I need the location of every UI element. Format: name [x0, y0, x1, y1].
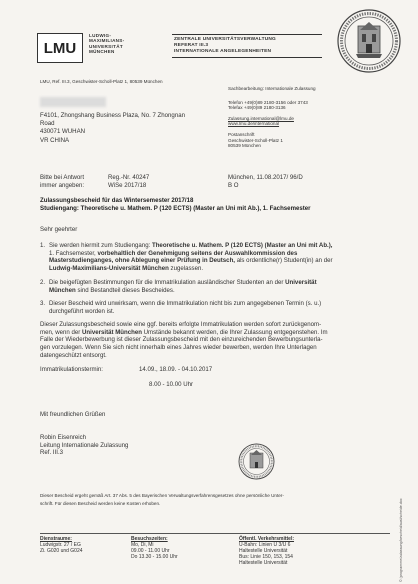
list-number: 1. — [40, 242, 46, 249]
footer-line: U-Bahn: Linien U 3/U 6 — [239, 542, 291, 549]
contact-fax: Telefax +49(0)89 2180-3136 — [228, 105, 286, 111]
item-text: durchgeführt worden ist. — [49, 307, 115, 315]
item-text: 1. Fachsemester, — [49, 249, 98, 257]
footer-line: Mo, Di, Mi — [131, 542, 154, 549]
item-text-bold: Masterstudienganges, ohne Ablegung einer Prüfung in Deutsch, — [49, 257, 235, 265]
redacted-name — [40, 97, 106, 107]
sender-line: LMU, Ref. III.3, Geschwister-Scholl-Platz 1, 80539 München — [40, 79, 163, 84]
paragraph-text-bold: Universität München — [82, 328, 142, 336]
item-text-bold: Ludwig-Maximilians-Universität München — [49, 265, 169, 273]
recipient-address — [40, 112, 185, 145]
reference-label: immer angeben: — [40, 181, 85, 189]
footer-heading: Dienstraume: — [40, 536, 72, 542]
signatory-name: Robin Eisenreich — [40, 434, 87, 441]
address-line: F4101, Zhongshang Business Plaza, No. 7 Zhongnan — [40, 112, 185, 119]
department-line: ZENTRALE UNIVERSITÄTSVERWALTUNG — [174, 37, 276, 42]
paragraph-text: Umstände bekannt werden, die Ihrer Zulassung entgegenstehen. Im — [141, 328, 328, 336]
department-line: INTERNATIONALE ANGELEGENHEITEN — [174, 49, 272, 55]
item-text-bold: München — [49, 286, 76, 294]
footer-divider — [40, 533, 390, 534]
enrollment-time: 8.00 - 10.00 Uhr — [149, 381, 194, 388]
list-item-text — [49, 242, 389, 273]
paragraph-text: men, wenn der — [40, 328, 83, 336]
item-text: Dieser Bescheid wird unwirksam, wenn die Immatrikulation nicht bis zum angegebenen Termin (s. u.) — [49, 300, 322, 307]
legal-paragraph — [40, 321, 390, 360]
postal-line: 80539 München — [228, 143, 261, 149]
item-text: Sie werden hiermit zum Studiengang: — [49, 242, 152, 249]
contact-web-link[interactable]: www.lmu.de/international — [228, 121, 280, 127]
address-line: 430071 WUHAN — [40, 128, 86, 136]
department-header — [174, 37, 276, 56]
item-text-bold: vorbehaltlich der Genehmigung seitens der Auswahlkommission des — [97, 249, 298, 257]
side-file-path: © (programme/zulassung/bescheid/ausl/scheide.doc — [399, 498, 403, 582]
list-item-text — [49, 300, 394, 315]
footer-office — [40, 536, 83, 554]
footer-line: Haltestelle Universität — [239, 548, 288, 555]
registration-number: Reg.-Nr. 40247 — [108, 174, 150, 181]
legal-notice — [40, 493, 390, 506]
contact-title: Sachbearbeitung: Internationale Zulassung — [228, 86, 316, 91]
university-seal-icon — [336, 8, 402, 74]
signatory-block — [40, 434, 128, 457]
item-text: sind Bestandteil dieses Bescheides. — [75, 286, 175, 294]
signatory-role: Leitung Internationale Zulassung — [40, 441, 129, 449]
item-text: als ordentliche(r) Student(in) an der — [235, 257, 333, 265]
footer-line: 09.00 - 11.00 Uhr — [131, 548, 170, 555]
contact-email-link[interactable]: Zulassung.international@lmu.de — [228, 115, 294, 121]
closing-greeting: Mit freundlichen Grüßen — [40, 411, 106, 418]
reference-semester: WiSe 2017/18 — [108, 181, 147, 189]
list-number: 3. — [40, 300, 46, 307]
lmu-logo-mark: LMU — [43, 39, 77, 57]
reference-label: Bitte bei Antwort — [40, 174, 85, 181]
signatory-ref: Ref. III.3 — [40, 449, 64, 457]
footer-line: Do 13.30 - 15.00 Uhr — [131, 554, 178, 561]
header-rule-bottom — [172, 57, 322, 58]
reference-labels — [40, 174, 84, 189]
university-name-line: LUDWIG- — [89, 33, 112, 38]
footer-hours — [131, 536, 178, 560]
salutation: Sehr geehrter — [40, 226, 78, 233]
item-text-bold: Universität — [285, 279, 317, 286]
paragraph-line: Falle der Wiederbewerbung ist dieser Zulassungsbescheid mit den einzureichenden Bewerbungsunterla- — [40, 336, 323, 344]
department-line: REFERAT III.3 — [174, 43, 209, 49]
university-name-line: MÜNCHEN — [89, 49, 115, 55]
address-line: Road — [40, 119, 55, 127]
item-text: zugelassen. — [168, 265, 204, 273]
notice-line: Dieser Bescheid ergeht gemäß Art. 37 Abs. 5 des Bayerischen Verwaltungsverfahrensgesetzes ohne persönliche Unter- — [40, 493, 284, 498]
notice-line: schrift. Für diesen Bescheid werden keine Kosten erhoben. — [40, 500, 161, 506]
footer-line: Zi. G020 und G024 — [40, 548, 83, 555]
reference-number — [108, 174, 149, 189]
subject-line: Studiengang: Theoretische u. Mathem. P (120 ECTS) (Master an Uni mit Ab.), 1. Fachsemester — [40, 204, 311, 212]
paragraph-line: Dieser Zulassungsbescheid sowie eine ggf. bereits erfolgte Immatrikulation werden sofort zurückgenom- — [40, 321, 322, 328]
lmu-logo — [37, 33, 83, 63]
subject-line: Zulassungsbescheid für das Wintersemester 2017/18 — [40, 197, 194, 204]
university-name — [89, 33, 125, 55]
item-text: Die beigefügten Bestimmungen für die Immatrikulation ausländischer Studenten an der — [49, 279, 286, 286]
contact-phone: Telefon +49(0)89 2180-3156 oder 3743 — [228, 99, 308, 105]
university-name-line: MAXIMILIANS- — [89, 38, 125, 44]
footer-transport — [239, 536, 294, 566]
university-name-line: UNIVERSITÄT — [89, 43, 123, 49]
contact-block — [228, 86, 316, 149]
paragraph-line: gen vorzulegen. Wenn Sie sich nicht innerhalb eines Jahres wieder bewerben, werden Ihre Unterlagen — [40, 344, 317, 352]
postal-title: Postanschrift — [228, 131, 255, 137]
list-item-text — [49, 279, 394, 294]
enrollment-label: Immatrikulationstermin: — [40, 366, 103, 373]
initials-text: B O — [228, 181, 239, 189]
address-line: VR CHINA — [40, 137, 70, 145]
paragraph-line: datengeschützt entsorgt. — [40, 351, 107, 359]
official-stamp-icon — [238, 443, 275, 480]
date-text: München, 11.08.2017/ 96/D — [228, 174, 303, 181]
list-number: 2. — [40, 279, 46, 286]
footer-heading: Besuchszeiten: — [131, 536, 168, 542]
footer-line: Bus: Linie 150, 153, 154 — [239, 554, 293, 561]
letter-date — [228, 174, 303, 189]
header-rule-top — [172, 34, 322, 35]
enrollment-dates: 14.09., 18.09. - 04.10.2017 — [139, 366, 213, 373]
footer-heading: Öffentl. Verkehrsmittel: — [239, 536, 295, 542]
item-text-bold: Theoretische u. Mathem. P (120 ECTS) (Master an Uni mit Ab.), — [151, 242, 333, 249]
subject-block — [40, 197, 311, 212]
footer-line: Ludwigstr. 27 / EG — [40, 542, 81, 549]
postal-line: Geschwister-Scholl-Platz 1 — [228, 137, 283, 143]
footer-line: Haltestelle Universität — [239, 560, 288, 567]
